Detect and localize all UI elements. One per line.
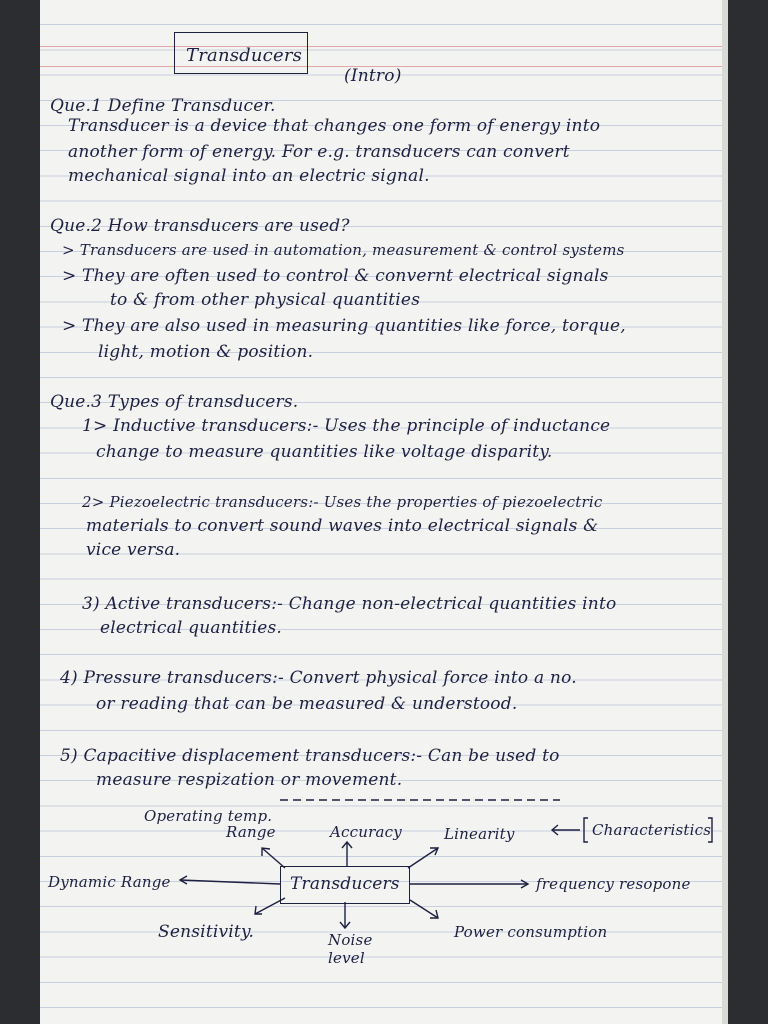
type-2-line: 2> Piezoelectric transducers:- Uses the properties of piezoelectric bbox=[82, 493, 603, 511]
page-title: Transducers bbox=[186, 45, 303, 66]
node-noise-level-2: level bbox=[328, 949, 365, 967]
node-noise-level: Noise bbox=[328, 931, 373, 949]
question-3: Que.3 Types of transducers. bbox=[50, 392, 299, 412]
type-3-line: 3) Active transducers:- Change non-electrical quantities into bbox=[82, 594, 617, 614]
answer-2-line: to & from other physical quantities bbox=[110, 290, 421, 310]
answer-2-line: light, motion & position. bbox=[98, 342, 314, 362]
answer-2-line: > They are also used in measuring quantities like force, torque, bbox=[62, 316, 626, 336]
page-subtitle: (Intro) bbox=[344, 66, 402, 86]
answer-1-line: Transducer is a device that changes one form of energy into bbox=[68, 116, 601, 136]
question-1: Que.1 Define Transducer. bbox=[50, 96, 276, 116]
type-5-line: measure respization or movement. bbox=[96, 770, 403, 790]
node-operating-temp-range: Range bbox=[226, 823, 276, 841]
node-frequency-response: frequency resopone bbox=[536, 875, 691, 893]
answer-1-line: another form of energy. For e.g. transducers can convert bbox=[68, 142, 570, 162]
type-1-line: change to measure quantities like voltage disparity. bbox=[96, 442, 553, 462]
type-3-line: electrical quantities. bbox=[100, 618, 283, 638]
node-accuracy: Accuracy bbox=[330, 823, 402, 841]
type-2-line: vice versa. bbox=[86, 540, 181, 560]
node-dynamic-range: Dynamic Range bbox=[48, 873, 171, 891]
node-operating-temp: Operating temp. bbox=[144, 807, 273, 825]
characteristics-label: Characteristics bbox=[592, 821, 712, 839]
notebook-page bbox=[40, 0, 728, 1024]
center-node: Transducers bbox=[290, 874, 400, 894]
answer-2-line: > They are often used to control & convernt electrical signals bbox=[62, 266, 609, 286]
node-sensitivity: Sensitivity. bbox=[158, 922, 255, 942]
node-power-consumption: Power consumption bbox=[454, 923, 608, 941]
question-2: Que.2 How transducers are used? bbox=[50, 216, 350, 236]
node-linearity: Linearity bbox=[444, 825, 515, 843]
type-5-line: 5) Capacitive displacement transducers:- Can be used to bbox=[60, 746, 560, 766]
type-2-line: materials to convert sound waves into electrical signals & bbox=[86, 516, 599, 536]
type-1-line: 1> Inductive transducers:- Uses the principle of inductance bbox=[82, 416, 611, 436]
answer-1-line: mechanical signal into an electric signal. bbox=[68, 166, 430, 186]
type-4-line: or reading that can be measured & understood. bbox=[96, 694, 518, 714]
answer-2-line: > Transducers are used in automation, measurement & control systems bbox=[62, 241, 625, 259]
type-4-line: 4) Pressure transducers:- Convert physical force into a no. bbox=[60, 668, 577, 688]
